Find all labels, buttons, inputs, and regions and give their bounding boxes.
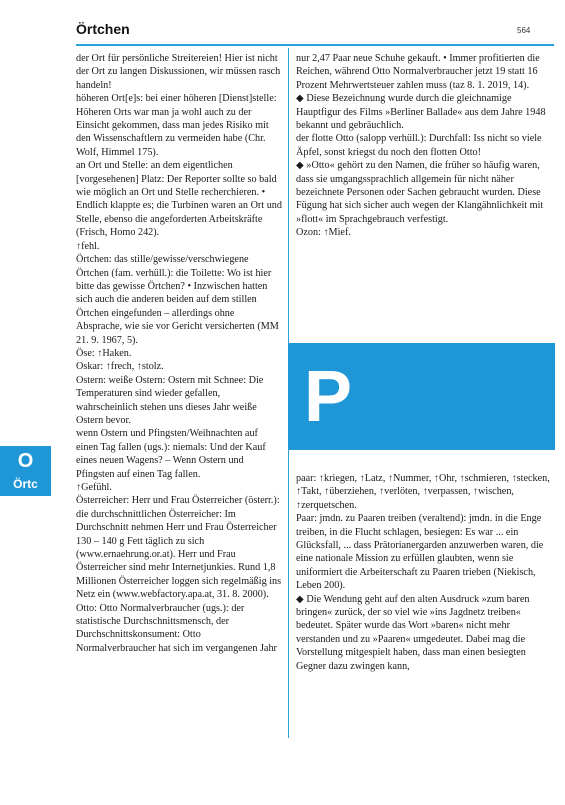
- entry-text: an Ort und Stelle: an dem eigentlichen [vorgesehenen] Platz: Der Reporter sollte so bald wie möglich an Ort und Stelle recherchieren. • Endlich klappte es; die Turbinen waren an Ort und Stelle, ebenso die angeforderten Arbeitskräfte (Frisch, Homo 242).: [76, 160, 282, 239]
- entry-text: der flotte Otto (salopp verhüll.): Durchfall: Iss nicht so viele Äpfel, sonst kriegst du noch den flotten Otto!: [296, 133, 542, 158]
- entry-text: Österreicher: Herr und Frau Österreicher (österr.): die durchschnittlichen Österreicher: Im Durchschnitt nehmen Herr und Frau Österreicher 130 – 140 g Fett täglich zu sich (www.ernaehrung.or.at). Herr und Frau Österreicher sind mehr Internetjunkies. Rund 1,8 Millionen Österreicher loggen sich regelmäßig ins Netz ein (www.webfactory.apa.at, 31. 8. 2000).: [76, 495, 282, 601]
- running-head: Örtchen: [76, 21, 130, 37]
- entry-text: Ostern: weiße Ostern: Ostern mit Schnee: Die Temperaturen sind wieder gefallen, wahrscheinlich stehen uns dieses Jahr weiße Ostern bevor.: [76, 374, 264, 426]
- note-text: ◆ Die Wendung geht auf den alten Ausdruck »zum baren bringen« zurück, der so viel wie »ins Jagdnetz treiben« bedeutet. Später wurde das Wort »baren« nicht mehr verstanden und zu »Paaren« umgedeutet. Dabei mag die Vorstellung mitgespielt haben, dass man einen besiegten Gegner dazu zwingen kann,: [296, 593, 530, 672]
- entry-text: Öse: ↑Haken.: [76, 347, 132, 359]
- thumb-index-tab: [0, 446, 51, 496]
- entry-text: wenn Ostern und Pfingsten/Weihnachten auf einen Tag fallen (ugs.): niemals: Und der Kauf eines neuen Wagens? – Wenn Ostern und Pfingsten auf einen Tag fallen.: [76, 428, 266, 480]
- entry-text: Oskar: ↑frech, ↑stolz.: [76, 361, 164, 373]
- entry-text: Otto: Otto Normalverbraucher (ugs.): der statistische Durchschnittsmensch, der Durchschnittskonsument: Otto Normalverbraucher hat sich im vergangenen Jahr: [76, 602, 277, 654]
- note-text: ◆ »Otto« gehört zu den Namen, die früher so häufig waren, dass sie umgangssprachlich allgemein für nicht näher bezeichnete Personen oder Sachen gebraucht wurden. Diese Fügung hat sich sicher auch wegen der Klangähnlichkeit mit »flott« im Sprachgebrauch verfestigt.: [296, 160, 544, 225]
- note-text: ◆ Diese Bezeichnung wurde durch die gleichnamige Hauptfigur des Films »Berliner Ballade« aus dem Jahre 1948 bekannt und gebräuchlich.: [296, 93, 546, 132]
- header-rule: [76, 44, 554, 46]
- section-letter-block: [288, 343, 555, 450]
- entry-text: höheren Ort[e]s: bei einer höheren [Dienst]stelle: Höheren Orts war man ja wohl auch zu der Einsicht gekommen, dass man jedes Risiko mit den Wissenschaftlern zu vermeiden habe (Chr. Wolf, Himmel 175).: [76, 93, 277, 158]
- entry-text: ↑Gefühl.: [76, 482, 112, 493]
- page-number: 564: [517, 26, 531, 35]
- entry-text: nur 2,47 Paar neue Schuhe gekauft. • Immer profitierten die Reichen, während Otto Normalverbraucher jetzt 19 statt 16 Prozent Mehrwertsteuer zahlen muss (taz 8. 1. 2019, 14).: [296, 53, 540, 91]
- thumb-index-letter: O: [17, 450, 34, 472]
- entry-text: Ozon: ↑Mief.: [296, 227, 351, 239]
- entry-text: ↑fehl.: [76, 240, 100, 252]
- entry-text: der Ort für persönliche Streitereien! Hier ist nicht der Ort zu langen Diskussionen, wir müssen rasch handeln!: [76, 53, 281, 91]
- entry-text: paar: ↑kriegen, ↑Latz, ↑Nummer, ↑Ohr, ↑schmieren, ↑stecken, ↑Takt, ↑überziehen, ↑verlöten, ↑verpassen, ↑wischen, ↑zerquetschen.: [296, 473, 550, 511]
- entry-text: Paar: jmdn. zu Paaren treiben (veraltend): jmdn. in die Enge treiben, in die Flucht schlagen, besiegen: Es war ... ein Glücksfall, ... dass Prätorianergarden anzuwerben waren, die eine nationale Mission zu erfüllen glaubten, wenn sie uniformiert die Arbeiterschaft zu Paaren trieben (Niekisch, Leben 200).: [296, 513, 544, 592]
- right-column-top: [296, 52, 555, 240]
- thumb-index-word: Örtc: [13, 477, 38, 491]
- left-column: [76, 52, 282, 655]
- right-column-bottom: [296, 472, 555, 673]
- entry-text: Örtchen: das stille/gewisse/verschwiegene Örtchen (fam. verhüll.): die Toilette: Wo ist hier bitte das gewisse Örtchen? • Inzwischen hatten sich auch die anderen beiden auf dem stillen Örtchen eingefunden – allerdings ohne Absprache, wie sie vor Gericht versicherten (MM 21. 9. 1967, 5).: [76, 254, 279, 346]
- section-letter: P: [304, 357, 353, 437]
